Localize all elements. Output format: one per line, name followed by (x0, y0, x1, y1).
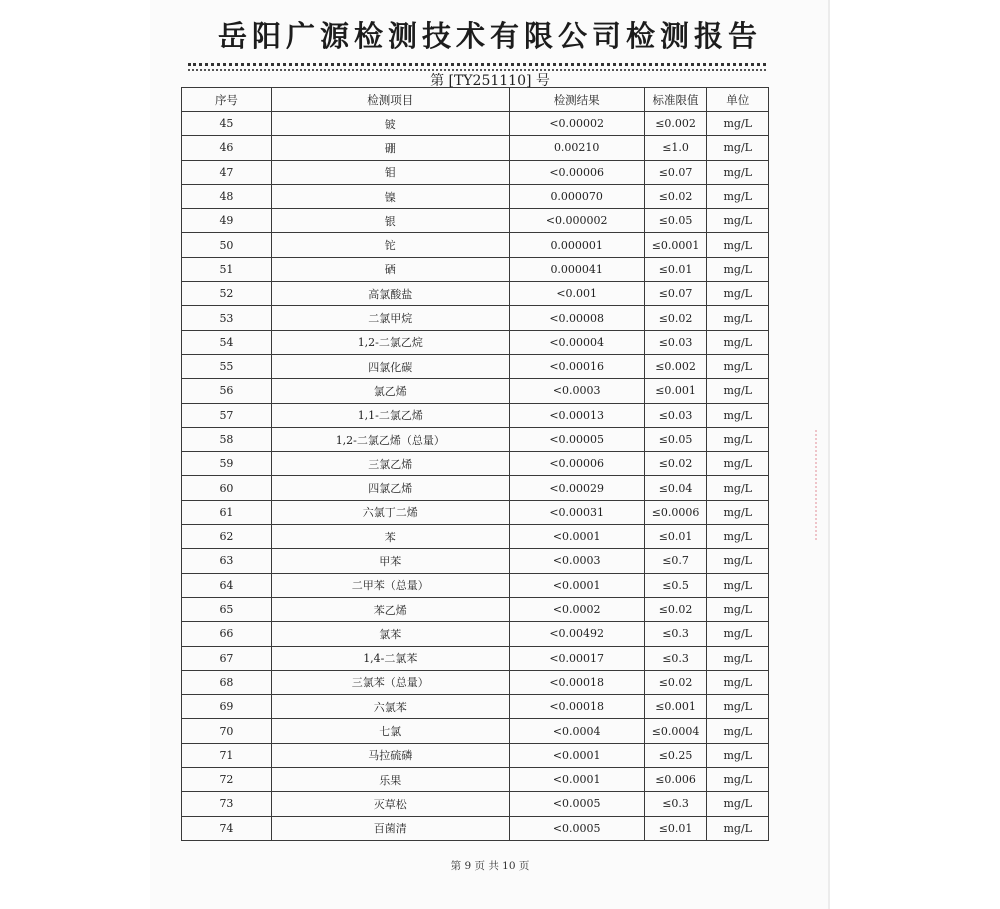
row-unit: mg/L (707, 646, 769, 670)
row-item: 百菌清 (271, 816, 509, 840)
row-unit: mg/L (707, 330, 769, 354)
row-item: 1,4-二氯苯 (271, 646, 509, 670)
row-result: 0.00210 (509, 136, 644, 160)
row-index: 56 (182, 379, 272, 403)
row-limit: ≤0.05 (644, 209, 707, 233)
row-index: 67 (182, 646, 272, 670)
row-limit: ≤1.0 (644, 136, 707, 160)
row-index: 46 (182, 136, 272, 160)
row-index: 59 (182, 452, 272, 476)
row-limit: ≤0.07 (644, 160, 707, 184)
row-unit: mg/L (707, 233, 769, 257)
row-limit: ≤0.25 (644, 743, 707, 767)
row-unit: mg/L (707, 768, 769, 792)
table-row (182, 743, 769, 767)
row-unit: mg/L (707, 573, 769, 597)
row-item: 乐果 (271, 768, 509, 792)
row-limit: ≤0.0001 (644, 233, 707, 257)
row-index: 65 (182, 597, 272, 621)
row-limit: ≤0.05 (644, 427, 707, 451)
row-limit: ≤0.02 (644, 306, 707, 330)
row-limit: ≤0.3 (644, 792, 707, 816)
row-result: <0.0002 (509, 597, 644, 621)
row-result: <0.0001 (509, 768, 644, 792)
row-item: 六氯苯 (271, 695, 509, 719)
table-row (182, 670, 769, 694)
row-index: 49 (182, 209, 272, 233)
row-result: <0.00005 (509, 427, 644, 451)
row-result: <0.00006 (509, 452, 644, 476)
row-unit: mg/L (707, 476, 769, 500)
row-limit: ≤0.02 (644, 670, 707, 694)
table-row (182, 427, 769, 451)
table-row (182, 695, 769, 719)
row-unit: mg/L (707, 403, 769, 427)
row-item: 四氯乙烯 (271, 476, 509, 500)
row-item: 硒 (271, 257, 509, 281)
row-unit: mg/L (707, 379, 769, 403)
row-limit: ≤0.002 (644, 112, 707, 136)
row-unit: mg/L (707, 670, 769, 694)
row-limit: ≤0.3 (644, 622, 707, 646)
row-item: 甲苯 (271, 549, 509, 573)
row-result: <0.0005 (509, 816, 644, 840)
row-result: <0.00017 (509, 646, 644, 670)
row-item: 银 (271, 209, 509, 233)
title-divider (188, 63, 766, 66)
row-item: 二甲苯（总量） (271, 573, 509, 597)
row-result: <0.00008 (509, 306, 644, 330)
table-body (182, 112, 769, 841)
row-limit: ≤0.04 (644, 476, 707, 500)
row-unit: mg/L (707, 816, 769, 840)
row-index: 68 (182, 670, 272, 694)
row-result: <0.00004 (509, 330, 644, 354)
row-result: 0.000041 (509, 257, 644, 281)
row-unit: mg/L (707, 354, 769, 378)
row-index: 54 (182, 330, 272, 354)
table-row (182, 476, 769, 500)
row-index: 51 (182, 257, 272, 281)
row-unit: mg/L (707, 257, 769, 281)
table-row (182, 816, 769, 840)
table-row (182, 160, 769, 184)
table-row (182, 622, 769, 646)
row-item: 灭草松 (271, 792, 509, 816)
row-limit: ≤0.7 (644, 549, 707, 573)
row-item: 1,1-二氯乙烯 (271, 403, 509, 427)
table-row (182, 549, 769, 573)
row-index: 50 (182, 233, 272, 257)
row-index: 69 (182, 695, 272, 719)
row-index: 45 (182, 112, 272, 136)
seal-stamp-edge (815, 430, 825, 540)
table-row (182, 112, 769, 136)
scan-edge-divider (828, 0, 830, 909)
row-index: 48 (182, 184, 272, 208)
row-unit: mg/L (707, 743, 769, 767)
row-limit: ≤0.02 (644, 452, 707, 476)
table-row (182, 452, 769, 476)
row-limit: ≤0.01 (644, 525, 707, 549)
table-row (182, 768, 769, 792)
row-item: 三氯苯（总量） (271, 670, 509, 694)
row-item: 钼 (271, 160, 509, 184)
row-unit: mg/L (707, 160, 769, 184)
row-result: <0.0003 (509, 379, 644, 403)
row-item: 硼 (271, 136, 509, 160)
table-row (182, 282, 769, 306)
row-result: <0.0001 (509, 525, 644, 549)
row-unit: mg/L (707, 427, 769, 451)
row-index: 55 (182, 354, 272, 378)
row-unit: mg/L (707, 306, 769, 330)
row-limit: ≤0.002 (644, 354, 707, 378)
row-item: 三氯乙烯 (271, 452, 509, 476)
table-header-row (182, 88, 769, 112)
row-index: 57 (182, 403, 272, 427)
row-result: <0.00006 (509, 160, 644, 184)
row-result: <0.00016 (509, 354, 644, 378)
row-limit: ≤0.07 (644, 282, 707, 306)
row-result: <0.0001 (509, 743, 644, 767)
row-index: 73 (182, 792, 272, 816)
row-result: <0.00018 (509, 670, 644, 694)
row-limit: ≤0.0006 (644, 500, 707, 524)
row-result: 0.000001 (509, 233, 644, 257)
row-item: 苯乙烯 (271, 597, 509, 621)
row-unit: mg/L (707, 500, 769, 524)
row-index: 66 (182, 622, 272, 646)
row-unit: mg/L (707, 549, 769, 573)
row-result: <0.00492 (509, 622, 644, 646)
table-row (182, 379, 769, 403)
report-title: 岳阳广源检测技术有限公司检测报告 (217, 19, 762, 53)
table-row (182, 233, 769, 257)
row-item: 六氯丁二烯 (271, 500, 509, 524)
row-unit: mg/L (707, 209, 769, 233)
row-limit: ≤0.01 (644, 257, 707, 281)
row-index: 61 (182, 500, 272, 524)
row-item: 铊 (271, 233, 509, 257)
header-index: 序号 (182, 88, 272, 112)
row-result: <0.00018 (509, 695, 644, 719)
page-footer: 第 9 页 共 10 页 (450, 860, 530, 872)
row-unit: mg/L (707, 184, 769, 208)
header-limit: 标准限值 (644, 88, 707, 112)
row-limit: ≤0.006 (644, 768, 707, 792)
row-index: 47 (182, 160, 272, 184)
row-item: 氯乙烯 (271, 379, 509, 403)
row-limit: ≤0.01 (644, 816, 707, 840)
table-row (182, 597, 769, 621)
row-index: 71 (182, 743, 272, 767)
row-result: <0.00002 (509, 112, 644, 136)
row-item: 苯 (271, 525, 509, 549)
row-index: 63 (182, 549, 272, 573)
table-row (182, 306, 769, 330)
row-unit: mg/L (707, 282, 769, 306)
row-item: 1,2-二氯乙烷 (271, 330, 509, 354)
row-unit: mg/L (707, 622, 769, 646)
row-unit: mg/L (707, 719, 769, 743)
row-limit: ≤0.3 (644, 646, 707, 670)
row-unit: mg/L (707, 452, 769, 476)
table-row (182, 719, 769, 743)
row-unit: mg/L (707, 597, 769, 621)
row-item: 二氯甲烷 (271, 306, 509, 330)
row-item: 铍 (271, 112, 509, 136)
row-item: 马拉硫磷 (271, 743, 509, 767)
header-result: 检测结果 (509, 88, 644, 112)
row-item: 四氯化碳 (271, 354, 509, 378)
row-unit: mg/L (707, 792, 769, 816)
row-limit: ≤0.02 (644, 184, 707, 208)
table-row (182, 500, 769, 524)
header-item: 检测项目 (271, 88, 509, 112)
row-result: <0.000002 (509, 209, 644, 233)
results-table (181, 87, 769, 841)
row-limit: ≤0.001 (644, 695, 707, 719)
row-result: <0.00031 (509, 500, 644, 524)
row-index: 62 (182, 525, 272, 549)
row-index: 70 (182, 719, 272, 743)
row-unit: mg/L (707, 525, 769, 549)
table-row (182, 525, 769, 549)
table-row (182, 354, 769, 378)
table-row (182, 646, 769, 670)
table-row (182, 330, 769, 354)
table-row (182, 257, 769, 281)
row-result: <0.0004 (509, 719, 644, 743)
row-limit: ≤0.03 (644, 330, 707, 354)
row-index: 74 (182, 816, 272, 840)
row-item: 氯苯 (271, 622, 509, 646)
row-unit: mg/L (707, 695, 769, 719)
row-index: 72 (182, 768, 272, 792)
row-unit: mg/L (707, 136, 769, 160)
row-result: <0.0003 (509, 549, 644, 573)
report-number: 第 [TY251110] 号 (430, 73, 550, 89)
row-unit: mg/L (707, 112, 769, 136)
row-result: <0.001 (509, 282, 644, 306)
row-item: 镍 (271, 184, 509, 208)
row-index: 58 (182, 427, 272, 451)
row-index: 53 (182, 306, 272, 330)
row-result: <0.00013 (509, 403, 644, 427)
row-limit: ≤0.0004 (644, 719, 707, 743)
table-row (182, 573, 769, 597)
row-result: <0.0001 (509, 573, 644, 597)
table-row (182, 403, 769, 427)
row-result: 0.000070 (509, 184, 644, 208)
row-item: 1,2-二氯乙烯（总量） (271, 427, 509, 451)
row-limit: ≤0.001 (644, 379, 707, 403)
row-limit: ≤0.03 (644, 403, 707, 427)
row-item: 高氯酸盐 (271, 282, 509, 306)
row-index: 60 (182, 476, 272, 500)
row-result: <0.0005 (509, 792, 644, 816)
table-row (182, 136, 769, 160)
row-index: 64 (182, 573, 272, 597)
header-unit: 单位 (707, 88, 769, 112)
row-result: <0.00029 (509, 476, 644, 500)
row-limit: ≤0.5 (644, 573, 707, 597)
row-item: 七氯 (271, 719, 509, 743)
row-limit: ≤0.02 (644, 597, 707, 621)
table-row (182, 792, 769, 816)
table-row (182, 184, 769, 208)
table-row (182, 209, 769, 233)
row-index: 52 (182, 282, 272, 306)
